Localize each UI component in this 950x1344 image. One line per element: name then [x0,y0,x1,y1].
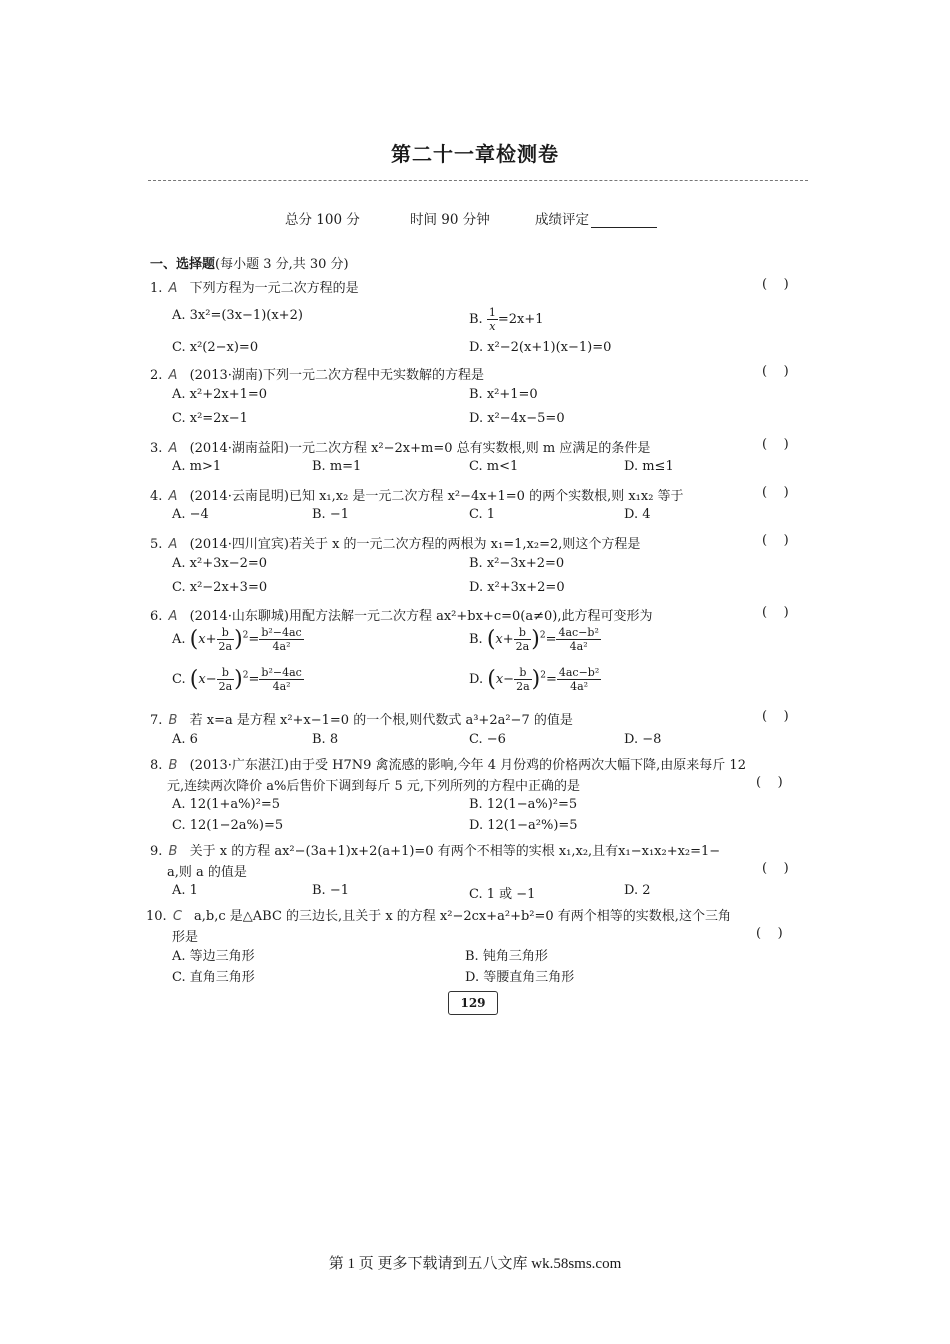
question-10 [146,905,731,924]
handwritten-answer: A [168,537,178,552]
handwritten-answer: B [168,844,178,859]
option-a: A. 等边三角形 [172,949,255,964]
question-8 [150,754,746,773]
option-a: A. 3x²=(3x−1)(x+2) [172,308,303,323]
question-4 [150,485,684,504]
question-number: 3. [150,441,163,456]
option-c: C. 直角三角形 [172,970,255,985]
question-text: 下列方程为一元二次方程的是 [189,281,359,296]
option-d: D. 等腰直角三角形 [465,970,575,985]
grade-field [535,208,657,228]
option-a: A. (x+ $\frac{b}{2a}$ )$^2$= $\frac{\text{b²−4ac}}{\text{4a²}}$ [172,626,302,653]
question-number: 6. [150,609,163,624]
option-b: B. $\frac{1}{x}$ =2x+1 [469,306,544,333]
option-c: C. 1 或 −1 [469,887,536,902]
answer-paren: ( ) [762,709,789,724]
option-c: C. x²−2x+3=0 [172,580,268,595]
option-c: C. x²(2−x)=0 [172,340,259,355]
handwritten-answer: A [168,368,178,383]
answer-paren: ( ) [762,533,789,548]
question-text: (2013·湖南)下列一元二次方程中无实数解的方程是 [189,368,484,383]
option-c: C. x²=2x−1 [172,411,248,426]
question-text: (2014·四川宜宾)若关于 x 的一元二次方程的两根为 x₁=1,x₂=2,则这个方程是 [189,537,641,552]
option-letter: B. [469,632,483,647]
option-d: D. x²+3x+2=0 [469,580,565,595]
option-c: C. −6 [469,732,506,747]
option-b: B. (x+ $\frac{b}{2a}$ )$^2$= $\frac{\text{4ac−b²}}{\text{4a²}}$ [469,626,599,653]
question-9-line2: a,则 a 的值是 [167,865,247,880]
question-text: 关于 x 的方程 ax²−(3a+1)x+2(a+1)=0 有两个不相等的实根 x₁,x₂,且有x₁−x₁x₂+x₂=1− [189,844,721,859]
grade-label: 成绩评定 [535,212,589,228]
question-number: 10. [146,909,167,924]
option-letter: A. [172,632,186,647]
question-number: 5. [150,537,163,552]
option-d: D. 2 [624,883,651,898]
question-2 [150,364,484,383]
option-b: B. x²−3x+2=0 [469,556,565,571]
option-d: D. x²−2(x+1)(x−1)=0 [469,340,612,355]
option-d: D. (x− $\frac{b}{2a}$ )$^2$= $\frac{\text{4ac−b²}}{\text{4a²}}$ [469,666,600,693]
option-a: A. m>1 [172,459,222,474]
answer-paren: ( ) [762,485,789,500]
option-a: A. 12(1+a%)²=5 [172,797,280,812]
question-9 [150,840,720,859]
option-a: A. x²+3x−2=0 [172,556,268,571]
option-d: D. m≤1 [624,459,674,474]
option-c: C. m<1 [469,459,519,474]
question-text: (2014·山东聊城)用配方法解一元二次方程 ax²+bx+c=0(a≠0),此方程可变形为 [189,609,653,624]
handwritten-answer: B [168,758,178,773]
total-score: 总分 100 分 [285,212,360,228]
option-b: B. −1 [312,883,349,898]
question-text: (2014·湖南益阳)一元二次方程 x²−2x+m=0 总有实数根,则 m 应满足的条件是 [189,441,651,456]
section-note: (每小题 3 分,共 30 分) [215,257,349,272]
option-d: D. 4 [624,507,651,522]
option-c: C. (x− $\frac{b}{2a}$ )$^2$= $\frac{\text{b²−4ac}}{\text{4a²}}$ [172,666,302,693]
option-b: B. x²+1=0 [469,387,538,402]
option-b: B. m=1 [312,459,362,474]
answer-paren: ( ) [756,926,783,941]
option-letter: D. [469,672,484,687]
handwritten-answer: A [168,441,178,456]
question-6 [150,605,652,624]
grade-blank [591,213,657,228]
answer-paren: ( ) [762,861,789,876]
option-b: B. 8 [312,732,339,747]
section-title: 一、选择题 [150,257,216,272]
question-text: a,b,c 是△ABC 的三边长,且关于 x 的方程 x²−2cx+a²+b²=0 有两个相等的实数根,这个三角 [194,909,731,924]
answer-paren: ( ) [756,775,783,790]
option-letter: C. [172,672,186,687]
question-7 [150,709,573,728]
question-number: 9. [150,844,163,859]
answer-paren: ( ) [762,277,789,292]
handwritten-answer: A [168,489,178,504]
option-b: B. −1 [312,507,349,522]
question-number: 8. [150,758,163,773]
question-text: (2013·广东湛江)由于受 H7N9 禽流感的影响,今年 4 月份鸡的价格两次大幅下降,由原来每斤 12 [189,758,746,773]
question-5 [150,533,640,552]
option-d: D. −8 [624,732,662,747]
option-a: A. 6 [172,732,198,747]
handwritten-answer: A [168,609,178,624]
option-c: C. 1 [469,507,496,522]
question-number: 7. [150,713,163,728]
question-3 [150,437,650,456]
option-b: B. 钝角三角形 [465,949,548,964]
question-number: 2. [150,368,163,383]
question-1 [150,277,359,296]
answer-paren: ( ) [762,437,789,452]
option-d: D. 12(1−a²%)=5 [469,818,578,833]
footer-text: 第 1 页 更多下载请到五八文库 wk.58sms.com [328,1256,622,1272]
option-b: B. 12(1−a%)²=5 [469,797,578,812]
title-divider [148,180,808,181]
option-d: D. x²−4x−5=0 [469,411,565,426]
answer-paren: ( ) [762,605,789,620]
page-title: 第二十一章检测卷 [391,142,559,166]
handwritten-answer: C [172,909,182,924]
handwritten-answer: A [168,281,178,296]
question-number: 1. [150,281,163,296]
time-limit: 时间 90 分钟 [410,212,490,228]
section-heading [150,253,349,272]
question-10-line2: 形是 [172,930,199,945]
question-text: 若 x=a 是方程 x²+x−1=0 的一个根,则代数式 a³+2a²−7 的值是 [189,713,573,728]
question-text: (2014·云南昆明)已知 x₁,x₂ 是一元二次方程 x²−4x+1=0 的两个实数根,则 x₁x₂ 等于 [189,489,684,504]
page-number-badge: 129 [448,991,498,1015]
answer-paren: ( ) [762,364,789,379]
question-8-line2: 元,连续两次降价 a%后售价下调到每斤 5 元,下列所列的方程中正确的是 [167,779,581,794]
option-a: A. −4 [172,507,209,522]
option-a: A. 1 [172,883,198,898]
handwritten-answer: B [168,713,178,728]
option-a: A. x²+2x+1=0 [172,387,268,402]
question-number: 4. [150,489,163,504]
option-c: C. 12(1−2a%)=5 [172,818,284,833]
